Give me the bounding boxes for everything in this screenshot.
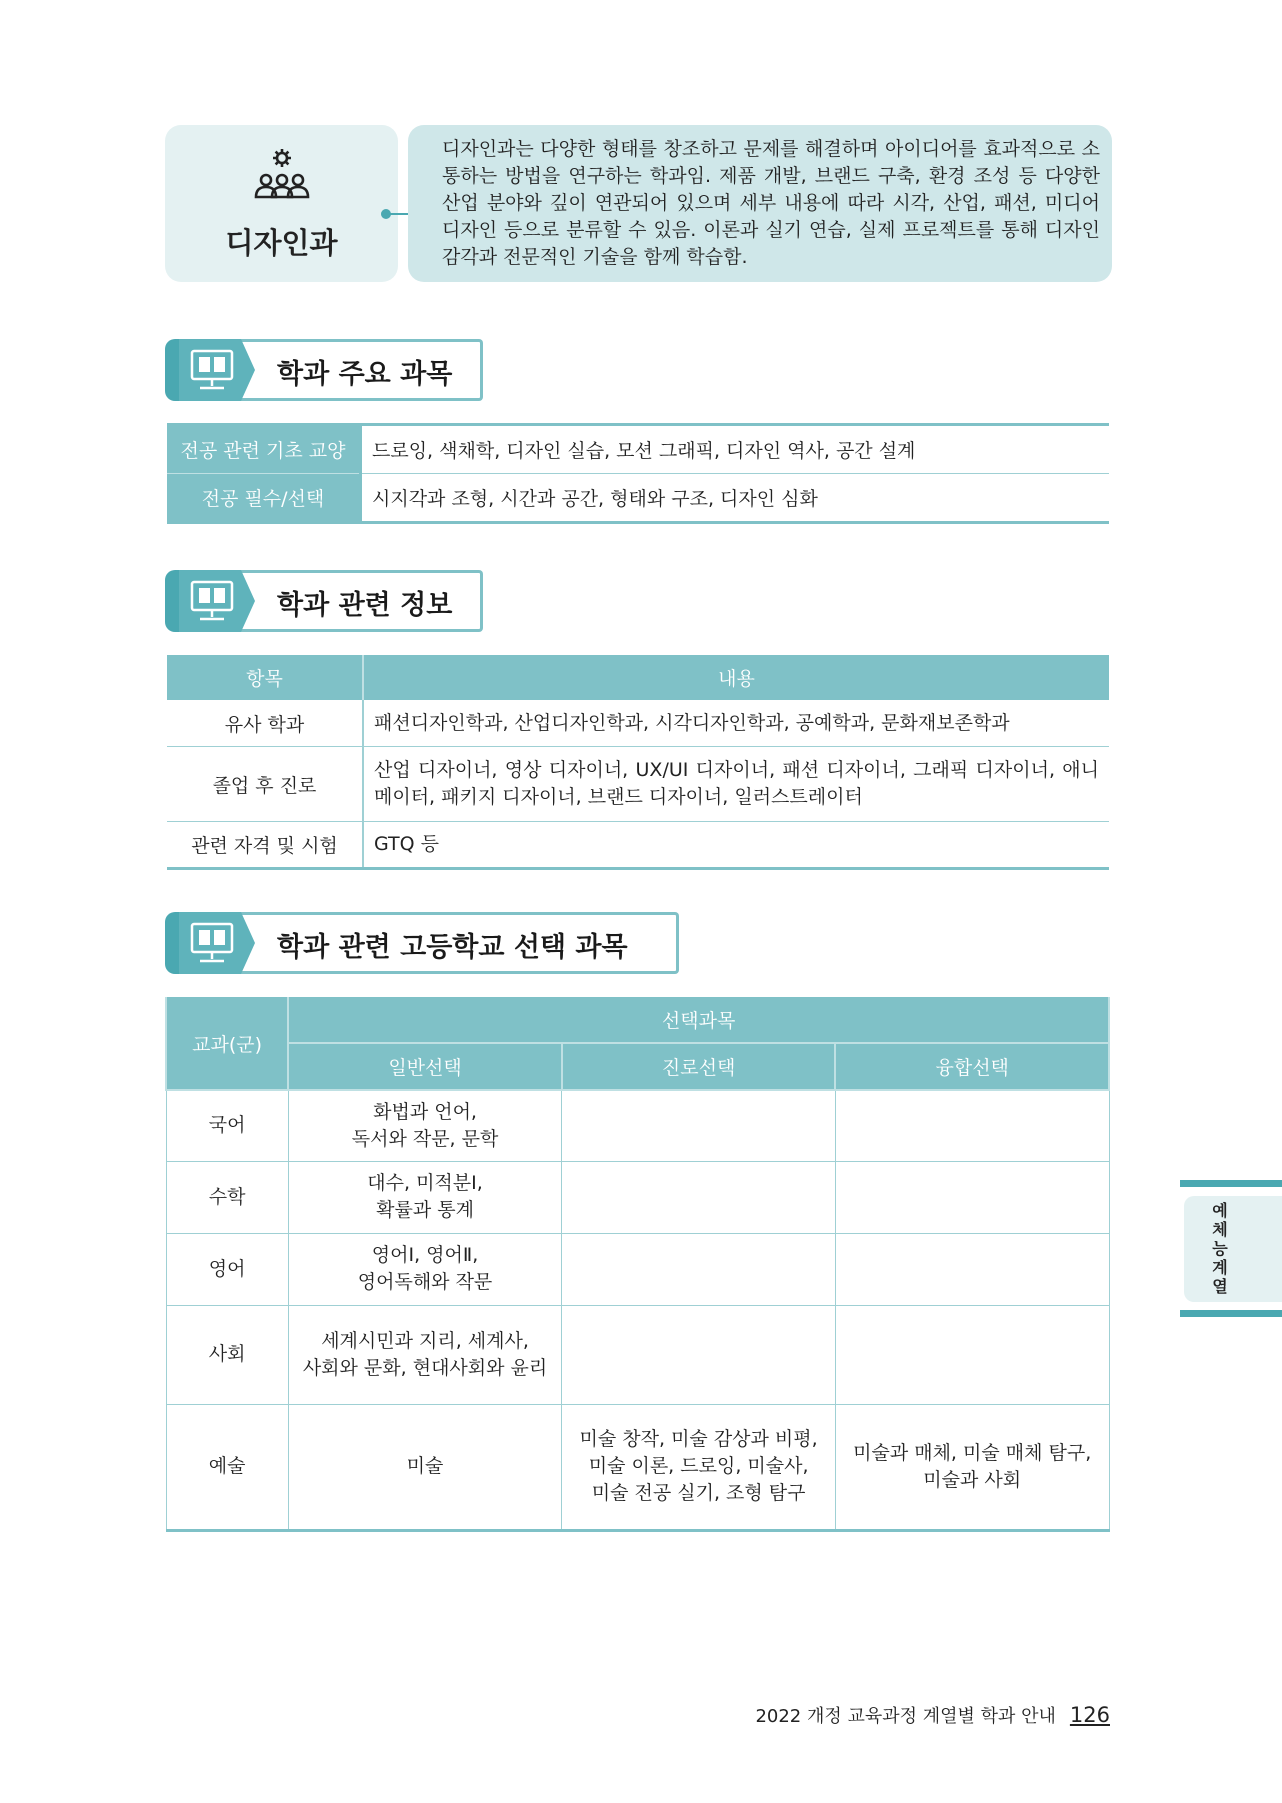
column-header: 진로선택	[562, 1043, 836, 1090]
fusion-cell	[835, 1305, 1109, 1404]
general-cell	[288, 1090, 562, 1161]
career-cell	[562, 1161, 836, 1233]
sidebar-divider	[1180, 1310, 1282, 1317]
department-description: 디자인과는 다양한 형태를 창조하고 문제를 해결하며 아이디어를 효과적으로 소통하는 방법을 연구하는 학과임. 제품 개발, 브랜드 구축, 환경 조성 등 다양한 산업 분야와 깊이 연관되어 있으며 세부 내용에 따라 시각, 산업, 패션, 미디어 디자인 등으로 분류할 수 있음. 이론과 실기 연습, 실제 프로젝트를 통해 디자인 감각과 전문적인 기술을 함께 학습함.	[442, 138, 1100, 268]
table-row	[166, 1161, 1109, 1233]
cell-line: 사회와 문화, 현대사회와 윤리	[302, 1356, 548, 1379]
table-row	[167, 474, 1109, 523]
monitor-book-icon	[189, 579, 235, 623]
subject-cell: 영어	[166, 1233, 288, 1305]
column-header: 내용	[363, 655, 1109, 700]
info-table	[167, 655, 1109, 870]
general-cell	[288, 1404, 562, 1530]
monitor-book-icon	[189, 348, 235, 392]
career-cell	[562, 1090, 836, 1161]
column-header: 선택과목	[288, 997, 1109, 1043]
row-value: 패션디자인학과, 산업디자인학과, 시각디자인학과, 공예학과, 문화재보존학과	[363, 700, 1109, 747]
fusion-cell	[835, 1233, 1109, 1305]
table-header-row	[166, 997, 1109, 1043]
fusion-cell	[835, 1404, 1109, 1530]
row-label: 관련 자격 및 시험	[167, 822, 363, 869]
team-gear-icon	[251, 147, 313, 209]
column-header: 교과(군)	[166, 997, 288, 1090]
hs-subjects-table	[165, 997, 1110, 1532]
cell-line: 영어Ⅰ, 영어Ⅱ,	[371, 1244, 479, 1266]
table-row	[167, 700, 1109, 747]
column-header: 일반선택	[288, 1043, 562, 1090]
section-header-courses	[165, 339, 483, 401]
table-row	[166, 1305, 1109, 1404]
row-label: 졸업 후 진로	[167, 747, 363, 822]
table-row	[166, 1233, 1109, 1305]
table-row	[167, 747, 1109, 822]
department-card	[165, 125, 398, 282]
cell-line: 미술과 매체, 미술 매체 탐구,	[853, 1441, 1092, 1464]
section-title: 학과 관련 정보	[277, 590, 453, 621]
general-cell	[288, 1161, 562, 1233]
section-header-info	[165, 570, 483, 632]
subject-cell: 수학	[166, 1161, 288, 1233]
column-header: 융합선택	[835, 1043, 1109, 1090]
cell-line: 확률과 통계	[376, 1199, 474, 1221]
row-value: 드로잉, 색채학, 디자인 실습, 모션 그래픽, 디자인 역사, 공간 설계	[361, 425, 1110, 474]
department-title: 디자인과	[225, 226, 338, 260]
cell-line: 미술 이론, 드로잉, 미술사,	[588, 1455, 809, 1477]
table-header-row	[167, 655, 1109, 700]
fusion-cell	[835, 1161, 1109, 1233]
section-header-hs-subjects	[165, 912, 679, 974]
general-cell	[288, 1305, 562, 1404]
footer-title: 2022 개정 교육과정 계열별 학과 안내	[755, 1706, 1056, 1727]
row-label: 전공 관련 기초 교양	[167, 425, 361, 474]
section-title: 학과 주요 과목	[277, 359, 453, 390]
table-header-row	[166, 1043, 1109, 1090]
table-row	[167, 425, 1109, 474]
sidebar-divider	[1180, 1180, 1282, 1187]
cell-line: 미술 전공 실기, 조형 탐구	[591, 1482, 806, 1504]
career-cell	[562, 1305, 836, 1404]
row-label: 유사 학과	[167, 700, 363, 747]
courses-table	[167, 423, 1109, 524]
table-row	[167, 822, 1109, 869]
row-value: 산업 디자이너, 영상 디자이너, UX/UI 디자이너, 패션 디자이너, 그래픽 디자이너, 애니메이터, 패키지 디자이너, 브랜드 디자이너, 일러스트레이터	[363, 747, 1109, 822]
cell-line: 세계시민과 지리, 세계사,	[321, 1329, 529, 1352]
column-header: 항목	[167, 655, 363, 700]
table-row	[166, 1404, 1109, 1530]
cell-line: 독서와 작문, 문학	[351, 1127, 499, 1150]
department-description-card	[408, 125, 1112, 282]
cell-line: 미술과 사회	[923, 1468, 1022, 1491]
category-label: 예 체 능 계 열	[1212, 1201, 1228, 1296]
cell-line: 화법과 언어,	[373, 1100, 477, 1123]
subject-cell: 사회	[166, 1305, 288, 1404]
subject-cell: 국어	[166, 1090, 288, 1161]
table-row	[166, 1090, 1109, 1161]
fusion-cell	[835, 1090, 1109, 1161]
career-cell	[562, 1404, 836, 1530]
cell-line: 대수, 미적분Ⅰ,	[367, 1172, 483, 1194]
cell-line: 미술	[406, 1455, 444, 1477]
section-title: 학과 관련 고등학교 선택 과목	[277, 932, 628, 963]
cell-line: 미술 창작, 미술 감상과 비평,	[579, 1428, 818, 1450]
row-value: GTQ 등	[363, 822, 1109, 869]
monitor-book-icon	[189, 921, 235, 965]
subject-cell: 예술	[166, 1404, 288, 1530]
category-side-tab[interactable]	[1184, 1196, 1282, 1302]
row-value: 시지각과 조형, 시간과 공간, 형태와 구조, 디자인 심화	[361, 474, 1110, 523]
general-cell	[288, 1233, 562, 1305]
page-footer	[755, 1702, 1110, 1728]
career-cell	[562, 1233, 836, 1305]
row-label: 전공 필수/선택	[167, 474, 361, 523]
cell-line: 영어독해와 작문	[357, 1271, 493, 1293]
page-number: 126	[1069, 1703, 1110, 1727]
